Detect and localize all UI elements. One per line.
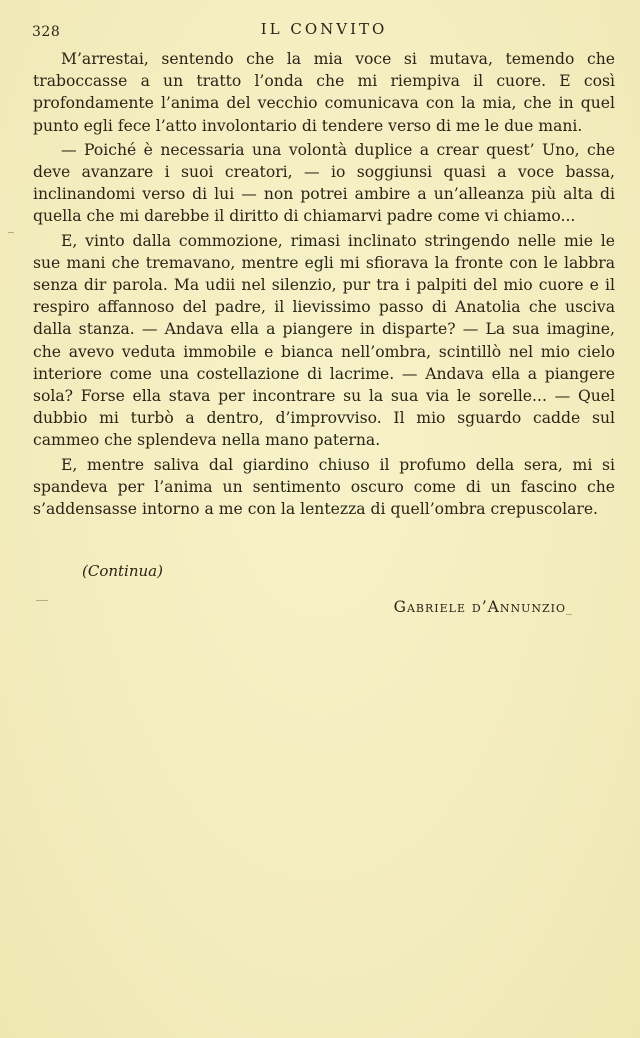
paragraph-4: E, mentre saliva dal giardino chiuso il profumo della sera, mi si spandeva per l’anima un sentimento oscuro come di un fascino che s’addensasse intorno a me con la lentezza di quell’ombra crepuscolare. bbox=[33, 455, 615, 519]
stray-mark-margin bbox=[8, 232, 14, 233]
running-title: IL CONVITO bbox=[260, 20, 388, 38]
body-text bbox=[33, 48, 615, 522]
paragraph-3: E, vinto dalla commozione, rimasi inclinato stringendo nelle mie le sue mani che tremavano, mentre egli mi sfiorava la fronte con le labbra senza dir parola. Ma udii nel silenzio, pur tra i palpiti del mio cuore e il respiro affannoso del padre, il lievissimo passo di Anatolia che usciva dalla stanza. — Andava ella a piangere in disparte? — La sua imagine, che avevo veduta immobile e bianca nell’ombra, scintillò nel mio cielo interiore come una costellazione di lacrime. — Andava ella a piangere sola? Forse ella stava per incontrare su la sua via le sorelle... — Quel dubbio mi turbò a dentro, d’improvviso. Il mio sguardo cadde sul cammeo che splendeva nella mano paterna. bbox=[33, 231, 615, 450]
page-header bbox=[32, 20, 616, 42]
paragraph-2: — Poiché è necessaria una volontà duplice a crear quest’ Uno, che deve avanzare i suoi creatori, — io soggiunsi quasi a voce bassa, inclinandomi verso di lui — non potrei ambire a un’alleanza più alta di quella che mi darebbe il diritto di chiamarvi padre come vi chiamo... bbox=[33, 140, 615, 226]
page-number: 328 bbox=[32, 24, 61, 40]
stray-mark-left bbox=[36, 600, 48, 601]
author-signature: Gabriele d’Annunzio bbox=[393, 598, 566, 616]
paragraph-1: M’arrestai, sentendo che la mia voce si mutava, temendo che traboccasse a un tratto l’onda che mi riempiva il cuore. E così profondamente l’anima del vecchio comunicava con la mia, che in quel punto egli fece l’atto involontario di tendere verso di me le due mani. bbox=[33, 50, 615, 135]
stray-mark-right bbox=[566, 614, 572, 615]
continua-note: (Continua) bbox=[82, 562, 163, 580]
